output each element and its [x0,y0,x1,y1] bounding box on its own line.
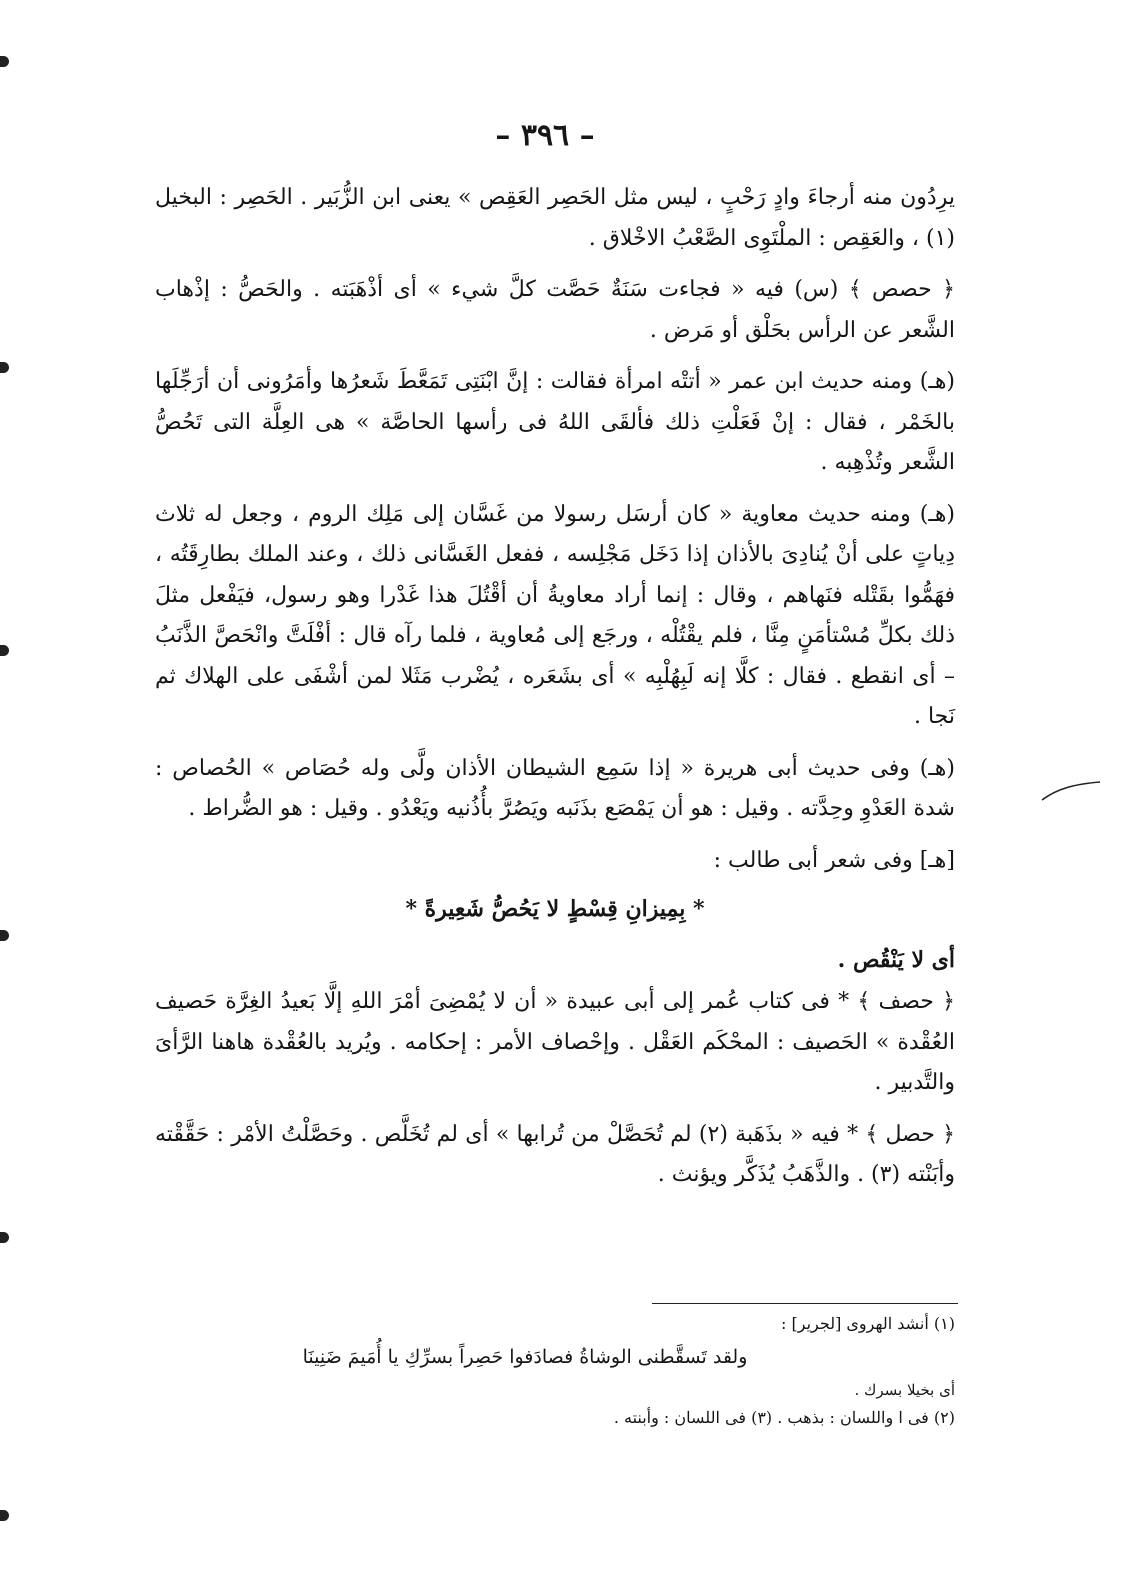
footnote-2-3: (٢) فى ا واللسان : بذهب . (٣) فى اللسان : وأبنته . [613,1408,955,1427]
paragraph: [هـ] وفى شعر أبى طالب : [713,847,955,873]
paragraph: (هـ) ومنه حديث معاوية « كان أرسَل رسولا من غَسَّان إلى مَلِك الروم ، وجعل له ثلاث دِياتٍ على أنْ يُنادِىَ بالأذان إذا دَخَل مَجْلِسه ، ففعل الغَسَّانى ذلك ، وعند الملك بطارِقَتُه ، فهَمُّوا بقَتْله فنَهاهم ، وقال : إنما أراد معاويةُ أن أقْتُلَ هذا غَدْرا وهو رسول، فيَفْعل مثلَ ذلك بكلِّ مُسْتأمَنٍ مِنَّا ، فلم يقْتُلْه ، ورجَع إلى مُعاوية ، فلما رآه قال : أفْلَتَّ وانْحَصَّ الذَّنَبُ – أى انقطع . فقال : كلَّا إنه لَبِهُلْبِه » أى بشَعَره ، يُضْرب مَثَلا لمن أشْفَى على الهلاك ثم نَجا . [155,501,955,729]
main-text [155,178,955,1207]
binding-mark [0,930,9,941]
pen-scribble-mark [1040,778,1102,806]
binding-mark [0,1232,9,1243]
paragraph-hss-entry: ﴿ حصص ﴾ (س) فيه « فجاءت سَنَةٌ حَصَّت كلَّ شيء » أى أذْهَبَته . والحَصُّ : إذْهاب الشَّعر عن الرأس بحَلْق أو مَرض . [155,277,955,343]
footnotes [155,1310,955,1431]
binding-mark [0,362,9,373]
paragraph: (هـ) وفى حديث أبى هريرة « إذا سَمِع الشيطان الأذان ولَّى وله حُصَاص » الحُصاص : شدة العَدْوِ وحِدَّته . وقيل : هو أن يَمْصَع بذَنَبه ويَصُرَّ بأُذُنيه ويَعْدُو . وقيل : هو الضُّراط . [155,755,955,821]
page-number: – ٣٩٦ – [495,118,595,153]
paragraph: يرِدُون منه أرجاءَ وادٍ رَحْبٍ ، ليس مثل الحَصِر العَقِص » يعنى ابن الزُّبَير . الحَصِر : البخيل (١) ، والعَقِص : الملْتَوِى الصَّعْبُ الاخْلاق . [155,185,955,251]
binding-mark [0,1510,9,1521]
paragraph-hsf-entry: ﴿ حصف ﴾ * فى كتاب عُمر إلى أبى عبيدة « أن لا يُمْضِىَ أمْرَ اللهِ إلَّا بَعيدُ الغِرَّة حَصيف العُقْدة » الحَصيف : المحْكَم العَقْل . وإحْصاف الأمر : إحكامه . ويُريد بالعُقْدة هاهنا الرَّأىَ والتَّدبير . [155,989,955,1095]
footnote-1-gloss: أى بخيلا بسرك . [854,1381,955,1399]
binding-mark [0,56,9,67]
footnote-divider [652,1303,958,1304]
binding-mark [0,645,9,656]
footnote-1-intro: (١) أنشد الهروى [لجرير] : [781,1314,955,1333]
paragraph: (هـ) ومنه حديث ابن عمر « أتتْه امرأة فقالت : إنَّ ابْنَتِى تَمَعَّطَ شَعرُها وأمَرُونى أن أرَجِّلَها بالخَمْر ، فقال : إنْ فَعَلْتِ ذلك فألقَى اللهُ فى رأسها الحاصَّة » هى العِلَّة التى تَحُصُّ الشَّعر وتُذْهِبه . [155,369,955,475]
paragraph: أى لا يَنْقُص . [837,946,955,973]
footnote-1-verse: ولقد تَسقَّطنى الوشاةُ فصادَفوا حَصِراً بسرِّكِ يا أُمَيمَ ضَنِينَا [302,1346,748,1368]
verse-line: * بِمِيزانِ قِسْطٍ لا يَحُصُّ شَعِيرةً * [405,896,705,922]
paragraph-hsl-entry: ﴿ حصل ﴾ * فيه « بذَهَبة (٢) لم تُحَصَّلْ من تُرابها » أى لم تُخَلَّص . وحَصَّلْتُ الأمْر : حَقَّقْته وأبَنْته (٣) . والذَّهَبُ يُذَكَّر ويؤنث . [155,1121,955,1187]
